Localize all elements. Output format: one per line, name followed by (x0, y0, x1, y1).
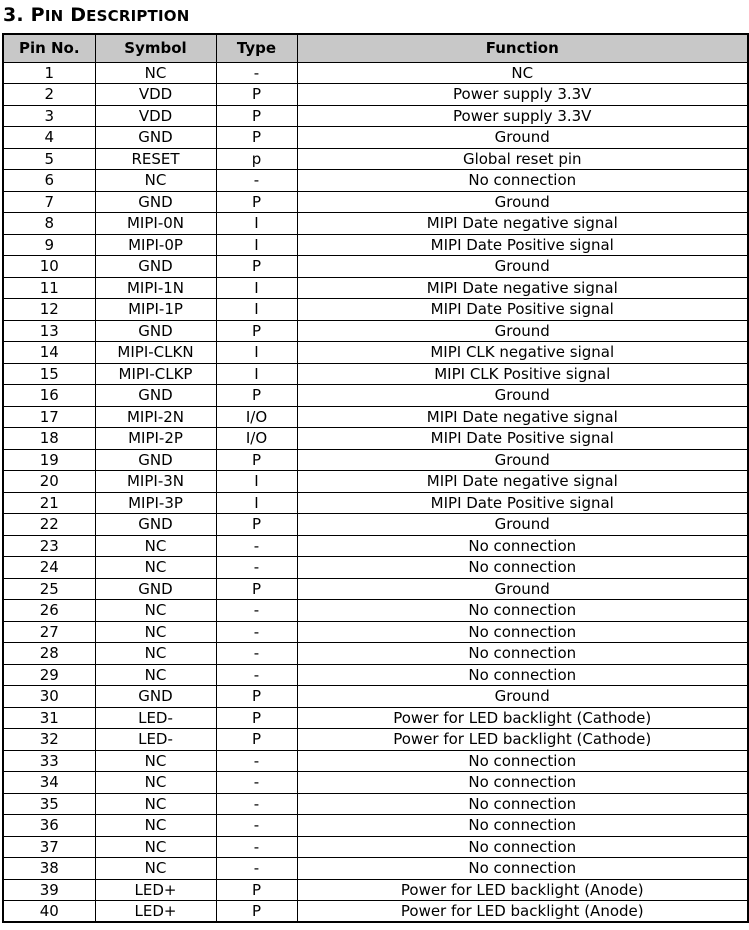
cell-symbol: NC (95, 170, 216, 192)
cell-symbol: MIPI-1P (95, 299, 216, 321)
cell-type: I/O (216, 428, 297, 450)
cell-symbol: MIPI-0P (95, 234, 216, 256)
cell-pin-no: 35 (3, 793, 95, 815)
table-row (3, 299, 748, 321)
cell-function: Power for LED backlight (Anode) (297, 879, 748, 901)
cell-pin-no: 37 (3, 836, 95, 858)
cell-type: I (216, 471, 297, 493)
cell-pin-no: 8 (3, 213, 95, 235)
cell-pin-no: 11 (3, 277, 95, 299)
cell-symbol: NC (95, 643, 216, 665)
table-header-row (3, 34, 748, 62)
cell-type: P (216, 879, 297, 901)
cell-symbol: GND (95, 514, 216, 536)
cell-function: MIPI Date Positive signal (297, 492, 748, 514)
cell-symbol: MIPI-3P (95, 492, 216, 514)
cell-symbol: MIPI-CLKN (95, 342, 216, 364)
cell-symbol: GND (95, 127, 216, 149)
table-row (3, 557, 748, 579)
cell-function: Ground (297, 256, 748, 278)
cell-type: I (216, 277, 297, 299)
table-row (3, 385, 748, 407)
header-pin-no: Pin No. (3, 34, 95, 62)
cell-pin-no: 36 (3, 815, 95, 837)
table-row (3, 707, 748, 729)
cell-type: - (216, 170, 297, 192)
cell-pin-no: 30 (3, 686, 95, 708)
table-row (3, 105, 748, 127)
cell-pin-no: 1 (3, 62, 95, 84)
cell-symbol: MIPI-1N (95, 277, 216, 299)
table-row (3, 858, 748, 880)
cell-pin-no: 27 (3, 621, 95, 643)
cell-function: Power supply 3.3V (297, 84, 748, 106)
section-number: 3. (3, 4, 24, 26)
table-row (3, 772, 748, 794)
cell-symbol: NC (95, 62, 216, 84)
cell-pin-no: 34 (3, 772, 95, 794)
section-title-d: D (70, 4, 87, 26)
cell-function: No connection (297, 793, 748, 815)
cell-symbol: LED- (95, 707, 216, 729)
table-row (3, 277, 748, 299)
cell-function: MIPI Date Positive signal (297, 234, 748, 256)
cell-type: - (216, 557, 297, 579)
cell-pin-no: 15 (3, 363, 95, 385)
cell-type: - (216, 836, 297, 858)
cell-function: Ground (297, 514, 748, 536)
cell-pin-no: 26 (3, 600, 95, 622)
table-row (3, 836, 748, 858)
cell-symbol: NC (95, 557, 216, 579)
section-title-escription: ESCRIPTION (86, 7, 190, 25)
cell-function: Global reset pin (297, 148, 748, 170)
table-row (3, 148, 748, 170)
cell-symbol: LED+ (95, 901, 216, 923)
section-title-in: IN (44, 7, 64, 25)
cell-function: Ground (297, 127, 748, 149)
cell-function: MIPI Date negative signal (297, 213, 748, 235)
cell-pin-no: 10 (3, 256, 95, 278)
cell-pin-no: 32 (3, 729, 95, 751)
cell-type: P (216, 105, 297, 127)
cell-symbol: VDD (95, 84, 216, 106)
cell-type: I (216, 342, 297, 364)
cell-function: No connection (297, 535, 748, 557)
cell-type: I (216, 299, 297, 321)
cell-pin-no: 38 (3, 858, 95, 880)
cell-symbol: RESET (95, 148, 216, 170)
table-row (3, 170, 748, 192)
cell-pin-no: 39 (3, 879, 95, 901)
table-body (3, 62, 748, 922)
cell-symbol: MIPI-3N (95, 471, 216, 493)
cell-function: No connection (297, 750, 748, 772)
cell-symbol: GND (95, 256, 216, 278)
cell-type: - (216, 793, 297, 815)
table-row (3, 320, 748, 342)
cell-symbol: NC (95, 836, 216, 858)
cell-pin-no: 7 (3, 191, 95, 213)
cell-type: P (216, 385, 297, 407)
cell-type: P (216, 320, 297, 342)
cell-symbol: NC (95, 750, 216, 772)
cell-type: P (216, 578, 297, 600)
cell-symbol: MIPI-2P (95, 428, 216, 450)
cell-function: Ground (297, 578, 748, 600)
cell-function: NC (297, 62, 748, 84)
cell-symbol: NC (95, 621, 216, 643)
table-row (3, 750, 748, 772)
table-row (3, 234, 748, 256)
cell-pin-no: 13 (3, 320, 95, 342)
table-row (3, 127, 748, 149)
cell-pin-no: 22 (3, 514, 95, 536)
cell-pin-no: 31 (3, 707, 95, 729)
table-row (3, 213, 748, 235)
cell-function: No connection (297, 621, 748, 643)
cell-type: P (216, 127, 297, 149)
cell-type: - (216, 815, 297, 837)
cell-type: P (216, 84, 297, 106)
cell-symbol: MIPI-0N (95, 213, 216, 235)
cell-type: - (216, 643, 297, 665)
cell-pin-no: 17 (3, 406, 95, 428)
cell-symbol: NC (95, 772, 216, 794)
cell-pin-no: 3 (3, 105, 95, 127)
cell-pin-no: 4 (3, 127, 95, 149)
cell-type: - (216, 858, 297, 880)
cell-function: Power for LED backlight (Cathode) (297, 707, 748, 729)
cell-pin-no: 23 (3, 535, 95, 557)
cell-type: P (216, 901, 297, 923)
cell-symbol: GND (95, 686, 216, 708)
table-row (3, 84, 748, 106)
cell-function: Ground (297, 385, 748, 407)
cell-symbol: MIPI-2N (95, 406, 216, 428)
cell-symbol: NC (95, 664, 216, 686)
cell-function: Ground (297, 449, 748, 471)
table-row (3, 492, 748, 514)
cell-pin-no: 21 (3, 492, 95, 514)
cell-function: MIPI Date negative signal (297, 277, 748, 299)
pin-description-table (2, 33, 749, 923)
table-row (3, 686, 748, 708)
table-row (3, 471, 748, 493)
cell-pin-no: 19 (3, 449, 95, 471)
table-row (3, 449, 748, 471)
cell-pin-no: 9 (3, 234, 95, 256)
cell-symbol: GND (95, 578, 216, 600)
cell-type: - (216, 600, 297, 622)
table-row (3, 363, 748, 385)
cell-function: No connection (297, 600, 748, 622)
cell-function: Ground (297, 320, 748, 342)
cell-type: - (216, 535, 297, 557)
cell-type: - (216, 664, 297, 686)
cell-type: P (216, 729, 297, 751)
cell-type: P (216, 191, 297, 213)
cell-pin-no: 24 (3, 557, 95, 579)
cell-pin-no: 2 (3, 84, 95, 106)
table-row (3, 406, 748, 428)
header-type: Type (216, 34, 297, 62)
table-row (3, 535, 748, 557)
cell-function: MIPI CLK negative signal (297, 342, 748, 364)
cell-pin-no: 14 (3, 342, 95, 364)
cell-type: I (216, 213, 297, 235)
cell-symbol: NC (95, 793, 216, 815)
table-row (3, 256, 748, 278)
cell-type: p (216, 148, 297, 170)
table-row (3, 514, 748, 536)
cell-symbol: GND (95, 385, 216, 407)
table-row (3, 793, 748, 815)
cell-function: Ground (297, 686, 748, 708)
cell-pin-no: 6 (3, 170, 95, 192)
cell-symbol: GND (95, 320, 216, 342)
section-heading (3, 0, 189, 30)
cell-pin-no: 12 (3, 299, 95, 321)
cell-symbol: GND (95, 191, 216, 213)
cell-symbol: GND (95, 449, 216, 471)
cell-function: MIPI Date Positive signal (297, 299, 748, 321)
cell-symbol: LED- (95, 729, 216, 751)
cell-symbol: NC (95, 815, 216, 837)
cell-function: Power supply 3.3V (297, 105, 748, 127)
cell-pin-no: 16 (3, 385, 95, 407)
cell-function: MIPI Date Positive signal (297, 428, 748, 450)
cell-function: No connection (297, 772, 748, 794)
table-row (3, 428, 748, 450)
cell-type: I (216, 492, 297, 514)
cell-type: I (216, 234, 297, 256)
table-row (3, 879, 748, 901)
cell-type: - (216, 772, 297, 794)
cell-function: No connection (297, 815, 748, 837)
cell-function: Power for LED backlight (Anode) (297, 901, 748, 923)
cell-pin-no: 33 (3, 750, 95, 772)
cell-function: MIPI Date negative signal (297, 406, 748, 428)
table-row (3, 600, 748, 622)
cell-type: P (216, 256, 297, 278)
header-symbol: Symbol (95, 34, 216, 62)
cell-symbol: NC (95, 535, 216, 557)
table-row (3, 815, 748, 837)
cell-symbol: NC (95, 600, 216, 622)
table-row (3, 729, 748, 751)
table-row (3, 62, 748, 84)
cell-pin-no: 28 (3, 643, 95, 665)
cell-type: - (216, 750, 297, 772)
table-row (3, 901, 748, 923)
cell-symbol: MIPI-CLKP (95, 363, 216, 385)
cell-pin-no: 18 (3, 428, 95, 450)
table-row (3, 191, 748, 213)
cell-function: Power for LED backlight (Cathode) (297, 729, 748, 751)
cell-symbol: NC (95, 858, 216, 880)
cell-type: P (216, 449, 297, 471)
cell-type: - (216, 621, 297, 643)
table-row (3, 664, 748, 686)
cell-function: No connection (297, 557, 748, 579)
table-row (3, 621, 748, 643)
cell-function: No connection (297, 836, 748, 858)
cell-pin-no: 20 (3, 471, 95, 493)
cell-type: P (216, 707, 297, 729)
cell-pin-no: 29 (3, 664, 95, 686)
cell-function: No connection (297, 664, 748, 686)
header-function: Function (297, 34, 748, 62)
cell-function: Ground (297, 191, 748, 213)
table-row (3, 578, 748, 600)
cell-type: I/O (216, 406, 297, 428)
cell-function: No connection (297, 170, 748, 192)
cell-symbol: VDD (95, 105, 216, 127)
cell-pin-no: 25 (3, 578, 95, 600)
cell-type: P (216, 686, 297, 708)
cell-type: - (216, 62, 297, 84)
cell-type: P (216, 514, 297, 536)
cell-type: I (216, 363, 297, 385)
cell-pin-no: 40 (3, 901, 95, 923)
cell-pin-no: 5 (3, 148, 95, 170)
cell-symbol: LED+ (95, 879, 216, 901)
cell-function: MIPI CLK Positive signal (297, 363, 748, 385)
cell-function: No connection (297, 643, 748, 665)
section-title-p: P (30, 4, 45, 26)
cell-function: No connection (297, 858, 748, 880)
table-row (3, 342, 748, 364)
cell-function: MIPI Date negative signal (297, 471, 748, 493)
table-row (3, 643, 748, 665)
